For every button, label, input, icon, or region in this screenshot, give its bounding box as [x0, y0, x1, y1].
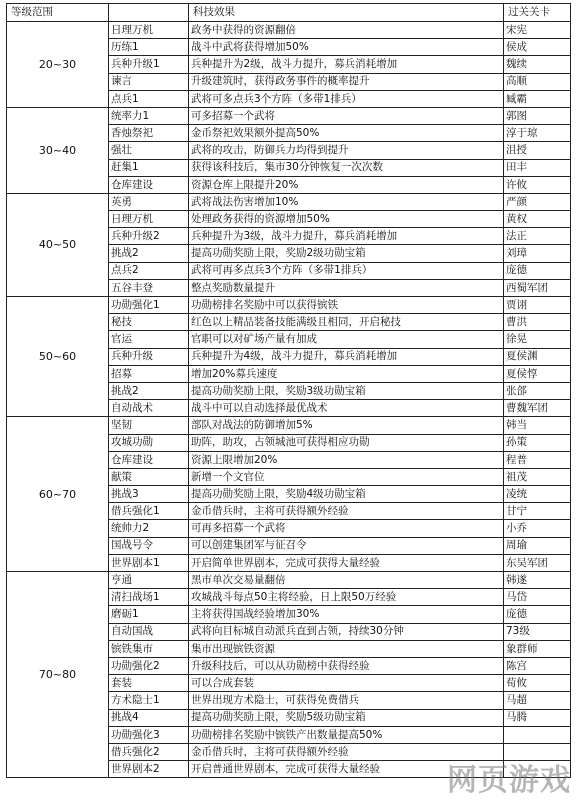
tech-name-cell: 国战号令: [109, 537, 189, 554]
stage-cell: 东吴军团: [504, 554, 571, 571]
stage-cell: [504, 761, 571, 778]
table-row: [7, 22, 571, 39]
tech-effect-cell: 可再多招募一个武将: [189, 520, 504, 537]
tech-name-cell: 世界剧本2: [109, 761, 189, 778]
tech-name-cell: 攻城功勋: [109, 434, 189, 451]
tech-effect-cell: 武将向目标城自动派兵直到占领，持续30分钟: [189, 623, 504, 640]
tech-name-cell: 兵种升级: [109, 348, 189, 365]
tech-name-cell: 磨砺1: [109, 606, 189, 623]
stage-cell: 周瑜: [504, 537, 571, 554]
tech-effect-cell: 战斗中武将获得增加50%: [189, 39, 504, 56]
stage-cell: 庞德: [504, 262, 571, 279]
stage-cell: 韩遂: [504, 572, 571, 589]
tech-effect-cell: 功勋榜排名奖励中可以获得镔铁: [189, 297, 504, 314]
tech-effect-cell: 攻城战斗每点50主将经验，日上限50万经验: [189, 589, 504, 606]
stage-cell: 许攸: [504, 176, 571, 193]
tech-name-cell: 兵种升级1: [109, 56, 189, 73]
stage-cell: 徐晃: [504, 331, 571, 348]
tech-name-cell: 统率力1: [109, 107, 189, 124]
tech-effect-cell: 金币借兵时，主将可获得额外经验: [189, 743, 504, 760]
table-row: [7, 107, 571, 124]
tech-name-cell: 日理万机: [109, 22, 189, 39]
tech-name-cell: 点兵2: [109, 262, 189, 279]
tech-name-cell: 日理万机: [109, 211, 189, 228]
table-row: [7, 193, 571, 210]
tech-name-cell: 五谷丰登: [109, 279, 189, 296]
stage-cell: 凌统: [504, 486, 571, 503]
tech-effect-cell: 新增一个文官位: [189, 468, 504, 485]
tech-effect-cell: 提高功勋奖励上限，奖励5级功勋宝箱: [189, 709, 504, 726]
tech-effect-cell: 主将获得国战经验增加30%: [189, 606, 504, 623]
stage-cell: 曹洪: [504, 314, 571, 331]
table-row: [7, 297, 571, 314]
tech-effect-cell: 整点奖励数量提升: [189, 279, 504, 296]
tech-name-cell: 功勋强化1: [109, 297, 189, 314]
stage-cell: 孙策: [504, 434, 571, 451]
tech-effect-cell: 红色以上精品装备技能满级且相同，开启秘技: [189, 314, 504, 331]
stage-cell: 侯成: [504, 39, 571, 56]
tech-name-cell: 招募: [109, 365, 189, 382]
stage-cell: [504, 726, 571, 743]
header-stage: 过关关卡: [504, 4, 571, 22]
tech-name-cell: 献策: [109, 468, 189, 485]
level-range-cell: 40~50: [7, 193, 109, 296]
tech-name-cell: 香烛祭祀: [109, 125, 189, 142]
tech-name-cell: 仓库建设: [109, 176, 189, 193]
tech-effect-cell: 处理政务获得的资源增加50%: [189, 211, 504, 228]
tech-effect-cell: 兵种提升为4级，战斗力提升，募兵消耗增加: [189, 348, 504, 365]
tech-name-cell: 强壮: [109, 142, 189, 159]
tech-name-cell: 历练1: [109, 39, 189, 56]
tech-effect-cell: 政务中获得的资源翻倍: [189, 22, 504, 39]
tech-name-cell: 官运: [109, 331, 189, 348]
tech-name-cell: 自动战术: [109, 400, 189, 417]
stage-cell: 黄权: [504, 211, 571, 228]
tech-effect-cell: 集市出现镔铁资源: [189, 640, 504, 657]
tech-name-cell: 仓库建设: [109, 451, 189, 468]
tech-effect-cell: 提高功勋奖励上限，奖励3级功勋宝箱: [189, 382, 504, 399]
stage-cell: 田丰: [504, 159, 571, 176]
stage-cell: 宋宪: [504, 22, 571, 39]
tech-name-cell: 功勋强化2: [109, 657, 189, 674]
tech-name-cell: 兵种升级2: [109, 228, 189, 245]
stage-cell: 沮授: [504, 142, 571, 159]
stage-cell: 夏侯渊: [504, 348, 571, 365]
stage-cell: 甘宁: [504, 503, 571, 520]
level-range-cell: 20~30: [7, 22, 109, 108]
tech-effect-cell: 官职可以对矿场产量有加成: [189, 331, 504, 348]
header-effect: 科技效果: [189, 4, 504, 22]
tech-effect-cell: 功勋榜排名奖励中镔铁产出数量提高50%: [189, 726, 504, 743]
tech-effect-cell: 金币祭祀效果额外提高50%: [189, 125, 504, 142]
tech-effect-cell: 可以合成套装: [189, 675, 504, 692]
tech-name-cell: 赶集1: [109, 159, 189, 176]
tech-effect-cell: 资源上限增加20%: [189, 451, 504, 468]
stage-cell: 程普: [504, 451, 571, 468]
stage-cell: 马超: [504, 692, 571, 709]
tech-effect-cell: 增加20%募兵速度: [189, 365, 504, 382]
stage-cell: 淳于琼: [504, 125, 571, 142]
tech-effect-cell: 助阵，助攻，占领城池可获得相应功勋: [189, 434, 504, 451]
table-row: [7, 417, 571, 434]
header-level: 等级范围: [7, 4, 109, 22]
tech-name-cell: 功勋强化3: [109, 726, 189, 743]
tech-effect-cell: 武将可多点兵3个方阵（多带1排兵）: [189, 90, 504, 107]
tech-name-cell: 挑战2: [109, 245, 189, 262]
stage-cell: 刘璋: [504, 245, 571, 262]
tech-effect-cell: 获得该科技后，集市30分钟恢复一次次数: [189, 159, 504, 176]
stage-cell: 严颜: [504, 193, 571, 210]
tech-table: [6, 3, 571, 778]
tech-name-cell: 借兵强化1: [109, 503, 189, 520]
tech-name-cell: 镔铁集市: [109, 640, 189, 657]
tech-name-cell: 套装: [109, 675, 189, 692]
stage-cell: 郭图: [504, 107, 571, 124]
stage-cell: 臧霸: [504, 90, 571, 107]
tech-effect-cell: 兵种提升为2级，战斗力提升，募兵消耗增加: [189, 56, 504, 73]
stage-cell: 法正: [504, 228, 571, 245]
stage-cell: 贾诩: [504, 297, 571, 314]
level-range-cell: 60~70: [7, 417, 109, 572]
tech-name-cell: 挑战4: [109, 709, 189, 726]
tech-effect-cell: 武将可再多点兵3个方阵（多带1排兵）: [189, 262, 504, 279]
header-row: [7, 4, 571, 22]
table-row: [7, 572, 571, 589]
stage-cell: 夏侯惇: [504, 365, 571, 382]
tech-name-cell: 清扫战场1: [109, 589, 189, 606]
stage-cell: 陈宫: [504, 657, 571, 674]
tech-effect-cell: 提高功勋奖励上限，奖励2级功勋宝箱: [189, 245, 504, 262]
level-range-cell: 70~80: [7, 572, 109, 778]
tech-effect-cell: 黑市单次交易量翻倍: [189, 572, 504, 589]
tech-effect-cell: 武将的攻击，防御兵力均得到提升: [189, 142, 504, 159]
tech-name-cell: 英勇: [109, 193, 189, 210]
stage-cell: 73级: [504, 623, 571, 640]
tech-effect-cell: 可多招募一个武将: [189, 107, 504, 124]
tech-effect-cell: 提高功勋奖励上限，奖励4级功勋宝箱: [189, 486, 504, 503]
stage-cell: 高顺: [504, 73, 571, 90]
tech-name-cell: 谏言: [109, 73, 189, 90]
stage-cell: 马岱: [504, 589, 571, 606]
stage-cell: [504, 743, 571, 760]
stage-cell: 曹魏军团: [504, 400, 571, 417]
stage-cell: 西蜀军团: [504, 279, 571, 296]
level-range-cell: 50~60: [7, 297, 109, 417]
tech-name-cell: 点兵1: [109, 90, 189, 107]
tech-effect-cell: 开启普通世界剧本，完成可获得大量经验: [189, 761, 504, 778]
stage-cell: 小乔: [504, 520, 571, 537]
stage-cell: 张郃: [504, 382, 571, 399]
tech-effect-cell: 可以创建集团军与征召令: [189, 537, 504, 554]
tech-effect-cell: 升级建筑时，获得政务事件的概率提升: [189, 73, 504, 90]
tech-name-cell: 秘技: [109, 314, 189, 331]
tech-effect-cell: 武将战法伤害增加10%: [189, 193, 504, 210]
stage-cell: 祖茂: [504, 468, 571, 485]
tech-effect-cell: 战斗中可以自动选择最优战术: [189, 400, 504, 417]
header-name: [109, 4, 189, 22]
stage-cell: 马腾: [504, 709, 571, 726]
tech-name-cell: 借兵强化2: [109, 743, 189, 760]
tech-name-cell: 统帅力2: [109, 520, 189, 537]
stage-cell: 象群师: [504, 640, 571, 657]
tech-name-cell: 亨通: [109, 572, 189, 589]
tech-name-cell: 方术隐士1: [109, 692, 189, 709]
level-range-cell: 30~40: [7, 107, 109, 193]
tech-effect-cell: 世界出现方术隐士，可获得免费借兵: [189, 692, 504, 709]
tech-effect-cell: 资源仓库上限提升20%: [189, 176, 504, 193]
stage-cell: 荀攸: [504, 675, 571, 692]
tech-effect-cell: 兵种提升为3级，战斗力提升，募兵消耗增加: [189, 228, 504, 245]
tech-name-cell: 坚韧: [109, 417, 189, 434]
watermark-text: 网页游戏: [447, 763, 571, 798]
stage-cell: 韩当: [504, 417, 571, 434]
tech-name-cell: 自动国战: [109, 623, 189, 640]
tech-effect-cell: 开启简单世界剧本，完成可获得大量经验: [189, 554, 504, 571]
tech-effect-cell: 升级科技后，可以从功勋榜中获得经验: [189, 657, 504, 674]
stage-cell: 魏续: [504, 56, 571, 73]
tech-name-cell: 世界剧本1: [109, 554, 189, 571]
tech-name-cell: 挑战2: [109, 382, 189, 399]
stage-cell: 庞德: [504, 606, 571, 623]
tech-effect-cell: 部队对战法的防御增加5%: [189, 417, 504, 434]
tech-effect-cell: 金币借兵时，主将可获得额外经验: [189, 503, 504, 520]
tech-name-cell: 挑战3: [109, 486, 189, 503]
